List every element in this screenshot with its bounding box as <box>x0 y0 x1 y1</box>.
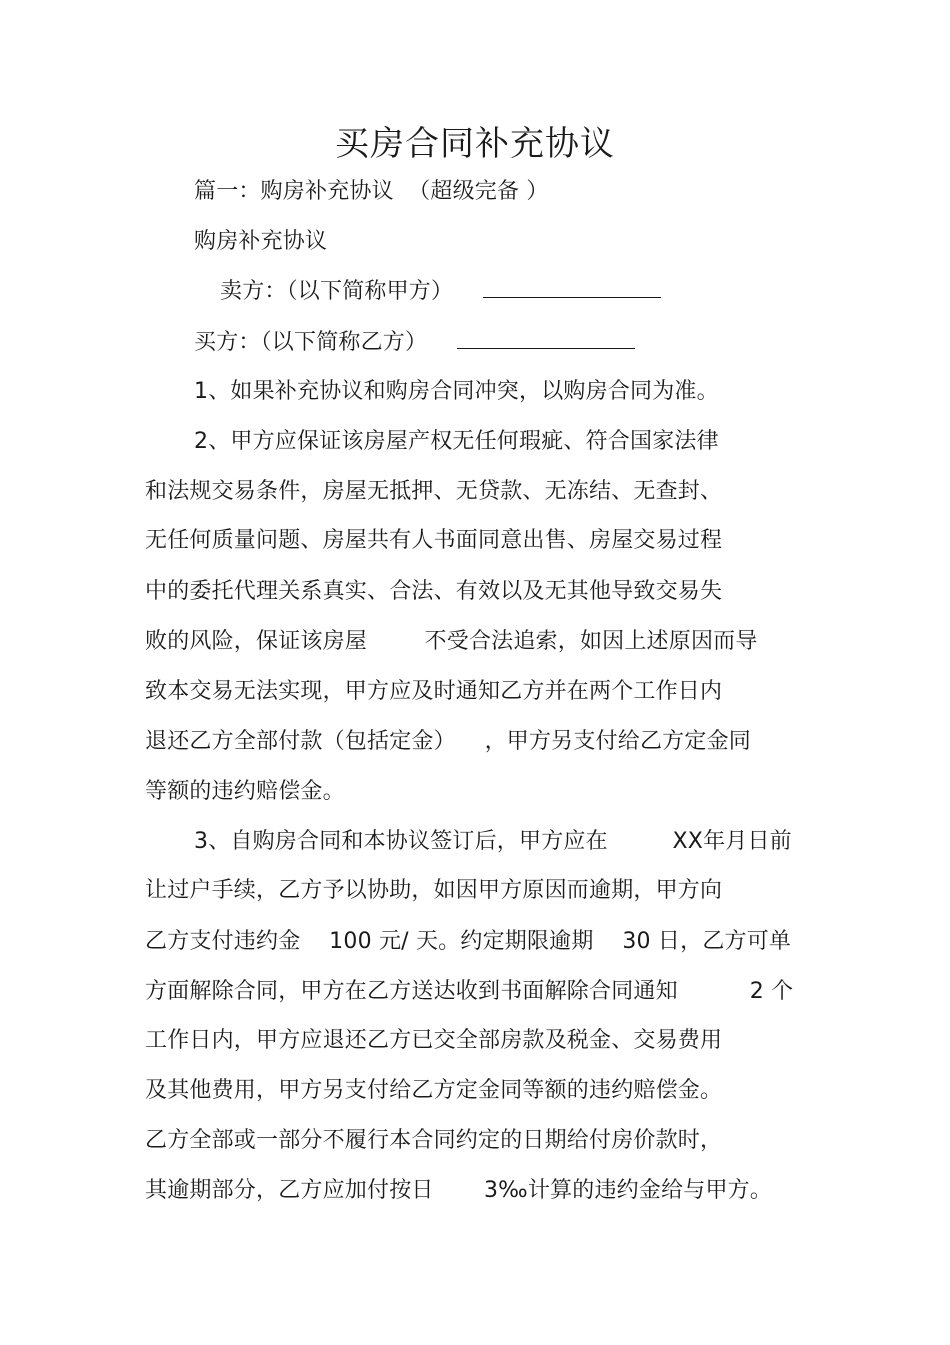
clause-2-line-2: 和法规交易条件，房屋无抵押、无贷款、无冻结、无查封、 <box>145 479 723 504</box>
section-heading: 篇一：购房补充协议 （超级完备 ） <box>194 179 549 204</box>
seller-line <box>220 277 661 306</box>
seller-label: 卖方：（以下简称甲方） <box>220 279 454 304</box>
clause-2-line-5: 败的风险，保证该房屋 不受合法追索，如因上述原因而导 <box>145 629 758 654</box>
seller-blank <box>483 277 661 298</box>
document-title: 买房合同补充协议 <box>335 124 615 164</box>
clause-3-line-2: 让过户手续，乙方予以协助，如因甲方原因而逾期，甲方向 <box>145 878 723 903</box>
clause-2-line-4: 中的委托代理关系真实、合法、有效以及无其他导致交易失 <box>145 579 723 604</box>
subheading: 购房补充协议 <box>194 229 328 254</box>
clause-3-line-5: 工作日内，甲方应退还乙方已交全部房款及税金、交易费用 <box>145 1028 723 1053</box>
clause-4-line-1: 乙方全部或一部分不履行本合同约定的日期给付房价款时， <box>145 1128 723 1153</box>
clause-1: 1、如果补充协议和购房合同冲突，以购房合同为准。 <box>194 379 719 404</box>
clause-4-line-2: 其逾期部分，乙方应加付按日 3‰计算的违约金给与甲方。 <box>145 1178 773 1203</box>
clause-2-line-3: 无任何质量问题、房屋共有人书面同意出售、房屋交易过程 <box>145 528 723 553</box>
buyer-blank <box>457 328 635 349</box>
clause-3-line-1: 3、自购房合同和本协议签订后，甲方应在 XX年月日前 <box>194 829 792 854</box>
clause-2-line-7: 退还乙方全部付款（包括定金） ，甲方另支付给乙方定金同 <box>145 729 751 754</box>
buyer-line <box>194 328 635 357</box>
clause-2-line-1: 2、甲方应保证该房屋产权无任何瑕疵、符合国家法律 <box>194 429 719 454</box>
clause-2-line-8: 等额的违约赔偿金。 <box>145 779 345 804</box>
buyer-label: 买方：（以下简称乙方） <box>194 330 428 355</box>
clause-3-line-4: 方面解除合同，甲方在乙方送达收到书面解除合同通知 2 个 <box>145 979 794 1004</box>
clause-3-line-6: 及其他费用，甲方另支付给乙方定金同等额的违约赔偿金。 <box>145 1078 723 1103</box>
clause-2-line-6: 致本交易无法实现，甲方应及时通知乙方并在两个工作日内 <box>145 679 723 704</box>
clause-3-line-3: 乙方支付违约金 100 元/ 天。约定期限逾期 30 日，乙方可单 <box>145 929 792 954</box>
